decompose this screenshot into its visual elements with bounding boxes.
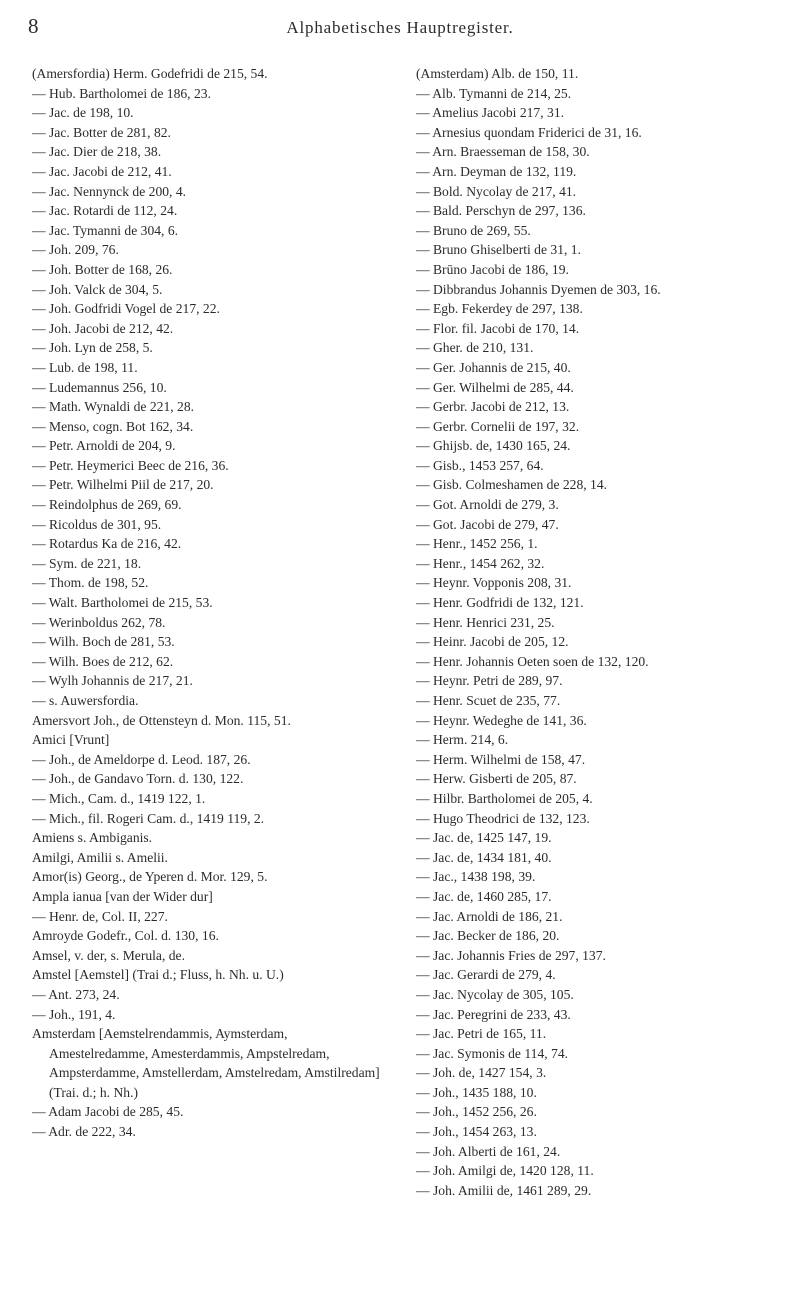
index-entry: — Joh., 1452 256, 26. — [416, 1104, 537, 1120]
index-entry: — Jac. Petri de 165, 11. — [416, 1026, 547, 1042]
index-entry: — Jac. Nennynck de 200, 4. — [32, 183, 187, 199]
index-entry: — Jac. de, 1460 285, 17. — [416, 888, 552, 904]
index-entry: Amersvort Joh., de Ottensteyn d. Mon. 115, 51. — [32, 712, 291, 728]
index-entry: — Ger. Wilhelmi de 285, 44. — [416, 379, 574, 395]
index-entry: Amstel [Aemstel] (Trai d.; Fluss, h. Nh. u. U.) — [32, 967, 284, 983]
index-entry: — Henr. Scuet de 235, 77. — [416, 693, 561, 708]
index-entry: — Menso, cogn. Bot 162, 34. — [32, 418, 194, 434]
index-entry: — Jac. de, 1434 181, 40. — [416, 849, 552, 865]
page-number: 8 — [28, 14, 39, 38]
index-entry: — Bald. Perschyn de 297, 136. — [416, 203, 586, 219]
index-entry: — Ger. Johannis de 215, 40. — [416, 359, 571, 375]
index-entry: — Amelius Jacobi 217, 31. — [416, 105, 565, 121]
index-entry: — Jac. Nycolay de 305, 105. — [416, 986, 574, 1002]
index-entry: — Jac. Jacobi de 212, 41. — [32, 163, 172, 179]
index-entry: — Joh. 209, 76. — [32, 242, 119, 258]
index-entry: Amroyde Godefr., Col. d. 130, 16. — [32, 928, 219, 944]
index-entry: — Ant. 273, 24. — [32, 986, 120, 1002]
index-entry: — Gerbr. Cornelii de 197, 32. — [416, 418, 580, 434]
index-entry: — Joh. Godfridi Vogel de 217, 22. — [32, 301, 220, 317]
index-entry: — Adr. de 222, 34. — [32, 1124, 136, 1140]
index-entry: — Henr., 1454 262, 32. — [416, 555, 545, 571]
index-entry: — Joh. Amilii de, 1461 289, 29. — [416, 1182, 592, 1198]
index-entry: — Jac. Tymanni de 304, 6. — [32, 222, 179, 238]
index-entry: — Ghijsb. de, 1430 165, 24. — [416, 438, 571, 454]
index-entry: — Joh. de, 1427 154, 3. — [416, 1065, 547, 1081]
index-entry: — Adam Jacobi de 285, 45. — [32, 1104, 184, 1120]
index-entry: — Bold. Nycolay de 217, 41. — [416, 183, 577, 199]
index-entry: — Joh., 191, 4. — [32, 1006, 116, 1022]
index-entry: — Arnesius quondam Friderici de 31, 16. — [416, 124, 642, 140]
index-entry: — Mich., Cam. d., 1419 122, 1. — [32, 790, 206, 806]
index-entry: — Flor. fil. Jacobi de 170, 14. — [416, 320, 580, 336]
running-title: Alphabetisches Hauptregister. — [286, 18, 514, 37]
index-entry: — Heinr. Jacobi de 205, 12. — [416, 634, 569, 650]
index-entry: — Hugo Theodrici de 132, 123. — [416, 810, 590, 826]
index-entry: — Jac. Gerardi de 279, 4. — [416, 967, 556, 983]
index-entry: — Dibbrandus Johannis Dyemen de 303, 16. — [416, 281, 661, 297]
index-entry: — Petr. Heymerici Beec de 216, 36. — [32, 457, 229, 473]
index-entry: — Henr. Godfridi de 132, 121. — [416, 595, 584, 611]
index-columns — [32, 64, 772, 1200]
index-entry: — Bruno Ghiselberti de 31, 1. — [416, 242, 581, 258]
index-entry: — Jac. Dier de 218, 38. — [32, 144, 162, 160]
index-entry: — Mich., fil. Rogeri Cam. d., 1419 119, 2. — [32, 810, 265, 826]
index-entry: — Jac. de, 1425 147, 19. — [416, 830, 552, 846]
index-entry: — Jac. Becker de 186, 20. — [416, 928, 560, 944]
index-entry: — Joh. Amilgi de, 1420 128, 11. — [416, 1163, 594, 1179]
index-entry: — Arn. Braesseman de 158, 30. — [416, 144, 590, 160]
index-entry: — Joh. Alberti de 161, 24. — [416, 1143, 561, 1159]
index-entry: — Henr. Henrici 231, 25. — [416, 614, 555, 630]
index-entry: — Jac., 1438 198, 39. — [416, 869, 536, 885]
index-entry: — Got. Jacobi de 279, 47. — [416, 516, 559, 532]
index-entry: — Petr. Wilhelmi Piil de 217, 20. — [32, 477, 214, 493]
right-column — [416, 64, 772, 1200]
index-entry: — Jac. Botter de 281, 82. — [32, 124, 171, 140]
index-entry: — Ricoldus de 301, 95. — [32, 516, 162, 532]
index-entry: — Gisb. Colmeshamen de 228, 14. — [416, 477, 608, 493]
index-entry: — Henr. de, Col. II, 227. — [32, 908, 168, 924]
index-entry: — Ludemannus 256, 10. — [32, 379, 167, 395]
index-entry: — Joh., de Ameldorpe d. Leod. 187, 26. — [32, 751, 251, 767]
index-entry: — Henr. Johannis Oeten soen de 132, 120. — [416, 653, 649, 669]
index-entry: — Herm. Wilhelmi de 158, 47. — [416, 751, 586, 767]
index-entry: Amici [Vrunt] — [32, 732, 110, 748]
index-entry: — Joh. Botter de 168, 26. — [32, 261, 173, 277]
index-entry: — Gerbr. Jacobi de 212, 13. — [416, 399, 570, 415]
index-entry: — Thom. de 198, 52. — [32, 575, 149, 591]
index-entry: — Jac. Arnoldi de 186, 21. — [416, 908, 563, 924]
index-entry: — Reindolphus de 269, 69. — [32, 497, 182, 513]
index-entry: — Sym. de 221, 18. — [32, 555, 142, 571]
index-entry: — Wilh. Boch de 281, 53. — [32, 634, 175, 650]
index-entry: — Jac. Peregrini de 233, 43. — [416, 1006, 571, 1022]
index-entry: — Werinboldus 262, 78. — [32, 614, 166, 630]
index-entry: — Rotardus Ka de 216, 42. — [32, 536, 182, 552]
index-entry: — Herw. Gisberti de 205, 87. — [416, 771, 577, 787]
index-entry: — Hilbr. Bartholomei de 205, 4. — [416, 790, 593, 806]
index-entry: — Lub. de 198, 11. — [32, 359, 138, 375]
index-entry: — Bruno de 269, 55. — [416, 222, 531, 238]
left-column — [32, 64, 388, 1200]
index-entry: — Petr. Arnoldi de 204, 9. — [32, 438, 176, 454]
index-entry: — Henr., 1452 256, 1. — [416, 536, 538, 552]
index-entry: Amor(is) Georg., de Yperen d. Mor. 129, 5. — [32, 869, 268, 885]
index-entry: — Heynr. Wedeghe de 141, 36. — [416, 712, 587, 728]
index-entry: — Heynr. Petri de 289, 97. — [416, 673, 563, 689]
index-entry: — Jac. Rotardi de 112, 24. — [32, 203, 178, 219]
index-entry: Ampla ianua [van der Wider dur] — [32, 888, 213, 904]
index-entry: — Walt. Bartholomei de 215, 53. — [32, 595, 213, 611]
index-entry: — Joh. Jacobi de 212, 42. — [32, 320, 174, 336]
index-entry: — Got. Arnoldi de 279, 3. — [416, 497, 559, 513]
index-entry: — Wilh. Boes de 212, 62. — [32, 653, 174, 669]
index-entry: — Jac. Johannis Fries de 297, 137. — [416, 947, 606, 963]
index-entry: — Joh., 1454 263, 13. — [416, 1124, 537, 1140]
index-entry: — Joh., 1435 188, 10. — [416, 1084, 537, 1100]
index-entry: — Joh. Lyn de 258, 5. — [32, 340, 153, 356]
index-entry: — s. Auwersfordia. — [32, 693, 139, 708]
index-entry: — Brūno Jacobi de 186, 19. — [416, 261, 569, 277]
index-entry: — Gher. de 210, 131. — [416, 340, 534, 356]
index-entry: — Alb. Tymanni de 214, 25. — [416, 85, 572, 101]
index-entry: Amilgi, Amilii s. Amelii. — [32, 849, 168, 865]
index-entry: — Hub. Bartholomei de 186, 23. — [32, 85, 211, 101]
index-entry: — Joh. Valck de 304, 5. — [32, 281, 163, 297]
index-entry: — Gisb., 1453 257, 64. — [416, 457, 544, 473]
index-entry: — Arn. Deyman de 132, 119. — [416, 163, 577, 179]
index-entry: — Heynr. Vopponis 208, 31. — [416, 575, 572, 591]
index-entry: — Math. Wynaldi de 221, 28. — [32, 399, 195, 415]
index-entry: Amsterdam [Aemstelrendammis, Aymsterdam, Amestelredamme, Amesterdammis, Ampstelredam, Ampsterdamme, Amstellerdam, Amstelredam, Amstilredam] (Trai. d.; h. Nh.) — [32, 1026, 380, 1100]
index-entry: Amiens s. Ambiganis. — [32, 830, 153, 846]
index-entry: — Wylh Johannis de 217, 21. — [32, 673, 193, 689]
index-entry: — Jac. de 198, 10. — [32, 105, 134, 121]
index-entry: (Amsterdam) Alb. de 150, 11. — [416, 66, 579, 81]
index-entry: (Amersfordia) Herm. Godefridi de 215, 54. — [32, 66, 268, 81]
index-entry: — Joh., de Gandavo Torn. d. 130, 122. — [32, 771, 244, 787]
page-header — [28, 14, 772, 38]
index-entry: — Herm. 214, 6. — [416, 732, 509, 748]
index-entry: — Jac. Symonis de 114, 74. — [416, 1045, 569, 1061]
index-entry: — Egb. Fekerdey de 297, 138. — [416, 301, 583, 317]
index-entry: Amsel, v. der, s. Merula, de. — [32, 947, 185, 963]
